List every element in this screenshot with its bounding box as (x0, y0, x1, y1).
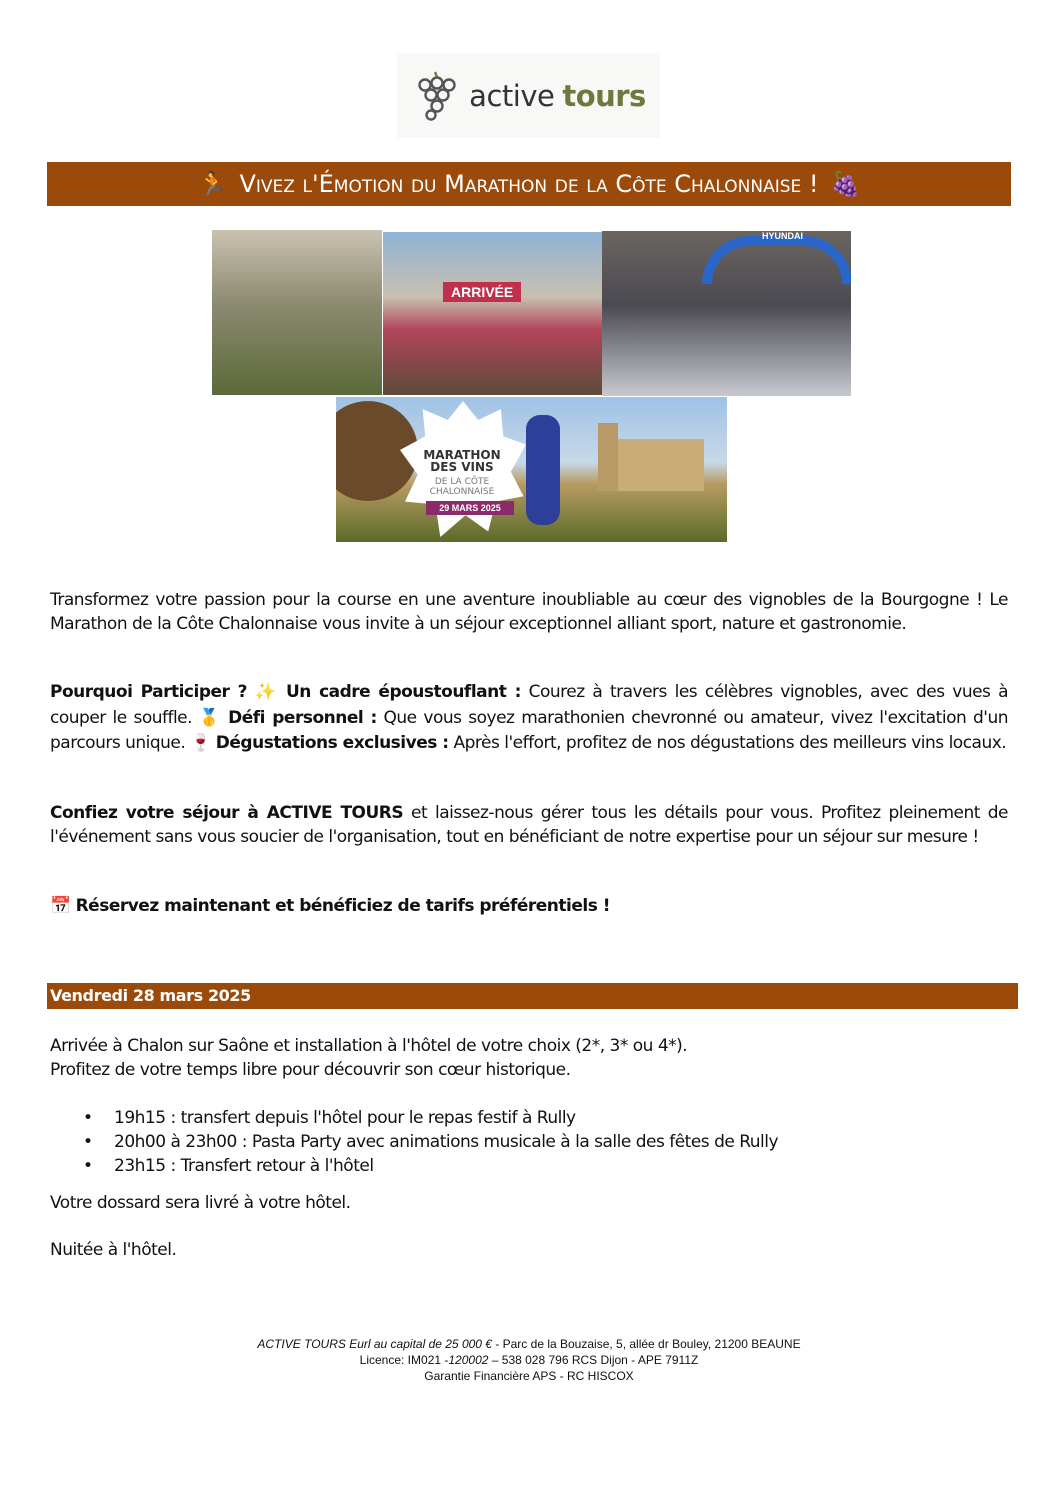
active-tours-logo (397, 53, 660, 138)
why-heading: Pourquoi Participer ? (50, 682, 248, 702)
start-arch (702, 236, 851, 284)
logo-word-active: active (469, 78, 555, 113)
grapes-logo-icon (411, 71, 461, 121)
booking-cta: 📅 Réservez maintenant et bénéficiez de tarifs préférentiels ! (50, 896, 611, 916)
chateau (604, 439, 704, 491)
photo-marathon-poster (336, 397, 727, 542)
night-note: Nuitée à l'hôtel. (50, 1240, 177, 1260)
photo-race-start (602, 231, 851, 396)
list-item: • 19h15 : transfert depuis l'hôtel pour le repas festif à Rully (50, 1106, 1008, 1130)
runner-figure (526, 415, 560, 525)
sparkles-icon: ✨ (254, 682, 279, 702)
finish-sign: ARRIVÉE (443, 282, 521, 302)
footer: ACTIVE TOURS Eurl au capital de 25 000 € - Parc de la Bouzaise, 5, allée dr Bouley, 21200 BEAUNE Licence: IM021 -120002 – 538 028 796 RCS Dijon - APE 7911Z Garantie Financière APS - RC HISCOX (257, 1337, 801, 1383)
medal-icon: 🥇 (198, 707, 222, 728)
marathon-logo-title: MARATHON DES VINS (423, 448, 501, 474)
grapes-icon: 🍇 (830, 170, 861, 198)
wine-glass-icon: 🍷 (190, 733, 211, 753)
day-heading: Vendredi 28 mars 2025 (47, 983, 1018, 1009)
marathon-date: 29 MARS 2025 (426, 501, 514, 515)
title-banner (47, 162, 1011, 206)
intro-paragraph: Transformez votre passion pour la course en une aventure inoubliable au cœur des vignobles de la Bourgogne ! Le Marathon de la Côte Chalonnaise vous invite à un séjour exceptionnel alliant sport, nature et gastronomie. (50, 590, 1008, 634)
photo-finish-line (383, 232, 602, 395)
list-item: • 20h00 à 23h00 : Pasta Party avec animations musicale à la salle des fêtes de Rully (50, 1130, 1008, 1154)
footer-company: ACTIVE TOURS Eurl au capital de 25 000 € (257, 1337, 492, 1351)
arch-sign: HYUNDAI (762, 231, 804, 241)
list-item: • 23h15 : Transfert retour à l'hôtel (50, 1154, 1008, 1178)
schedule-list (50, 1106, 1008, 1178)
logo-word-tours: tours (562, 78, 646, 113)
photo-runners-street (212, 230, 382, 395)
calendar-icon: 📅 (50, 896, 71, 916)
why-paragraph: Pourquoi Participer ? ✨ Un cadre époustouflant : Courez à travers les célèbres vignobles, avec des vues à couper le souffle. 🥇 Défi personnel : Que vous soyez marathonien chevronné ou amateur, vivez l'excitation d'un parcours unique. 🍷 Dégustations exclusives : Après l'effort, profitez de nos dégustations des meilleurs vins locaux. (50, 682, 1009, 753)
banner-title: Vivez l'Émotion du Marathon de la Côte Chalonnaise ! (239, 170, 819, 198)
confide-paragraph: Confiez votre séjour à ACTIVE TOURS et laissez-nous gérer tous les détails pour vous. Profitez pleinement de l'événement sans vous soucier de l'organisation, tout en bénéficiant de notre expertise pour un séjour sur mesure ! (50, 803, 1008, 847)
runner-icon: 🏃 (197, 170, 228, 198)
marathon-logo-subtitle: DE LA CÔTE CHALONNAISE (429, 477, 495, 497)
bib-note: Votre dossard sera livré à votre hôtel. (50, 1193, 351, 1213)
arrival-paragraph: Arrivée à Chalon sur Saône et installation à l'hôtel de votre choix (2*, 3* ou 4*). Profitez de votre temps libre pour découvrir son cœur historique. (50, 1036, 688, 1080)
